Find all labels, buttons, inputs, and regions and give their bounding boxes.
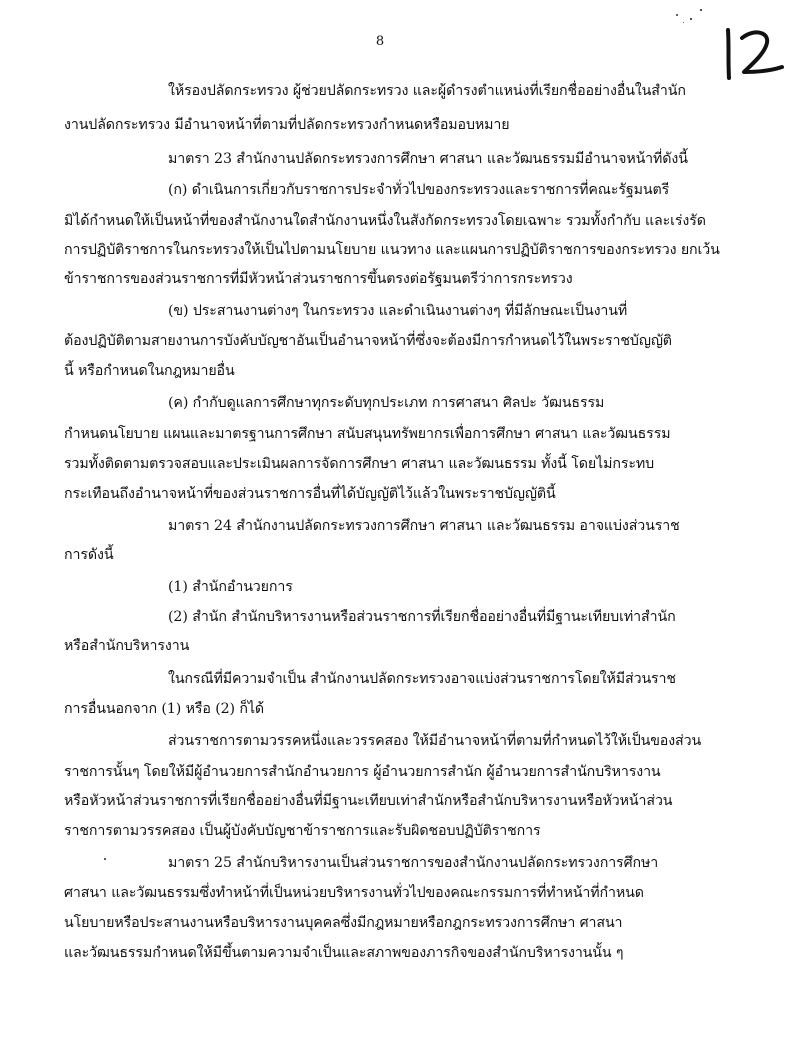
text-line: (ค) กำกับดูแลการศึกษาทุกระดับทุกประเภท การศาสนา ศิลปะ วัฒนธรรม <box>168 395 605 411</box>
text-line: ให้รองปลัดกระทรวง ผู้ช่วยปลัดกระทรวง และผู้ดำรงตำแหน่งที่เรียกชื่ออย่างอื่นในสำนัก <box>168 83 686 99</box>
text-line: (ข) ประสานงานต่างๆ ในกระทรวง และดำเนินงานต่างๆ ที่มีลักษณะเป็นงานที่ <box>168 303 628 319</box>
text-line: หรือสำนักบริหารงาน <box>64 638 190 654</box>
text-line: ในกรณีที่มีความจำเป็น สำนักงานปลัดกระทรวงอาจแบ่งส่วนราชการโดยให้มีส่วนราช <box>168 671 676 687</box>
scan-speck <box>683 22 684 23</box>
text-line: กำหนดนโยบาย แผนและมาตรฐานการศึกษา สนับสนุนทรัพยากรเพื่อการศึกษา ศาสนา และวัฒนธรรม <box>64 426 671 442</box>
text-line: มาตรา 24 สำนักงานปลัดกระทรวงการศึกษา ศาสนา และวัฒนธรรม อาจแบ่งส่วนราช <box>168 518 680 534</box>
text-line: ราชการนั้นๆ โดยให้มีผู้อำนวยการสำนักอำนวยการ ผู้อำนวยการสำนัก ผู้อำนวยการสำนักบริหารงาน <box>64 764 661 780</box>
text-line: (1) สำนักอำนวยการ <box>168 579 293 595</box>
scan-speck <box>700 9 702 11</box>
text-line: ส่วนราชการตามวรรคหนึ่งและวรรคสอง ให้มีอำนาจหน้าที่ตามที่กำหนดไว้ให้เป็นของส่วน <box>168 733 702 749</box>
text-line: ข้าราชการของส่วนราชการที่มีหัวหน้าส่วนราชการขึ้นตรงต่อรัฐมนตรีว่าการกระทรวง <box>64 271 573 287</box>
text-line: (ก) ดำเนินการเกี่ยวกับราชการประจำทั่วไปของกระทรวงและราชการที่คณะรัฐมนตรี <box>168 182 670 198</box>
text-line: ต้องปฏิบัติตามสายงานการบังคับบัญชาอันเป็นอำนาจหน้าที่ซึ่งจะต้องมีการกำหนดไว้ในพระราชบัญญัติ <box>64 333 672 349</box>
text-line: งานปลัดกระทรวง มีอำนาจหน้าที่ตามที่ปลัดกระทรวงกำหนดหรือมอบหมาย <box>64 117 510 133</box>
text-line: นี้ หรือกำหนดในกฎหมายอื่น <box>64 363 235 379</box>
text-line: ศาสนา และวัฒนธรรมซึ่งทำหน้าที่เป็นหน่วยบริหารงานทั่วไปของคณะกรรมการที่ทำหน้าที่กำหนด <box>64 885 644 901</box>
page-number: 8 <box>375 34 385 49</box>
text-line: การดังนี้ <box>64 547 114 563</box>
text-line: มาตรา 23 สำนักงานปลัดกระทรวงการศึกษา ศาสนา และวัฒนธรรมมีอำนาจหน้าที่ดังนี้ <box>168 151 688 167</box>
text-line: หรือหัวหน้าส่วนราชการที่เรียกชื่ออย่างอื่นที่มีฐานะเทียบเท่าสำนักหรือสำนักบริหารงานหรือหัวหน้าส่วน <box>64 793 673 809</box>
text-line: การอื่นนอกจาก (1) หรือ (2) ก็ได้ <box>64 701 265 717</box>
handwritten-page-mark <box>716 22 788 84</box>
scan-speck <box>690 18 692 20</box>
scan-speck <box>676 14 678 16</box>
text-line: รวมทั้งติดตามตรวจสอบและประเมินผลการจัดการศึกษา ศาสนา และวัฒนธรรม ทั้งนี้ โดยไม่กระทบ <box>64 456 655 472</box>
text-line: มิได้กำหนดให้เป็นหน้าที่ของสำนักงานใดสำนักงานหนึ่งในสังกัดกระทรวงโดยเฉพาะ รวมทั้งกำกับ และเร่งรัด <box>64 213 706 229</box>
scan-speck <box>104 858 106 860</box>
text-line: นโยบายหรือประสานงานหรือบริหารงานบุคคลซึ่งมีกฎหมายหรือกฎกระทรวงการศึกษา ศาสนา <box>64 915 623 931</box>
text-line: และวัฒนธรรมกำหนดให้มีขึ้นตามความจำเป็นและสภาพของภารกิจของสำนักบริหารงานนั้น ๆ <box>64 945 624 961</box>
text-line: มาตรา 25 สำนักบริหารงานเป็นส่วนราชการของสำนักงานปลัดกระทรวงการศึกษา <box>168 855 659 871</box>
text-line: การปฏิบัติราชการในกระทรวงให้เป็นไปตามนโยบาย แนวทาง และแผนการปฏิบัติราชการของกระทรวง ยกเว้น <box>64 242 720 258</box>
text-line: (2) สำนัก สำนักบริหารงานหรือส่วนราชการที่เรียกชื่ออย่างอื่นที่มีฐานะเทียบเท่าสำนัก <box>168 609 676 625</box>
text-line: ราชการตามวรรคสอง เป็นผู้บังคับบัญชาข้าราชการและรับผิดชอบปฏิบัติราชการ <box>64 823 541 839</box>
text-line: กระเทือนถึงอำนาจหน้าที่ของส่วนราชการอื่นที่ได้บัญญัติไว้แล้วในพระราชบัญญัตินี้ <box>64 486 556 502</box>
